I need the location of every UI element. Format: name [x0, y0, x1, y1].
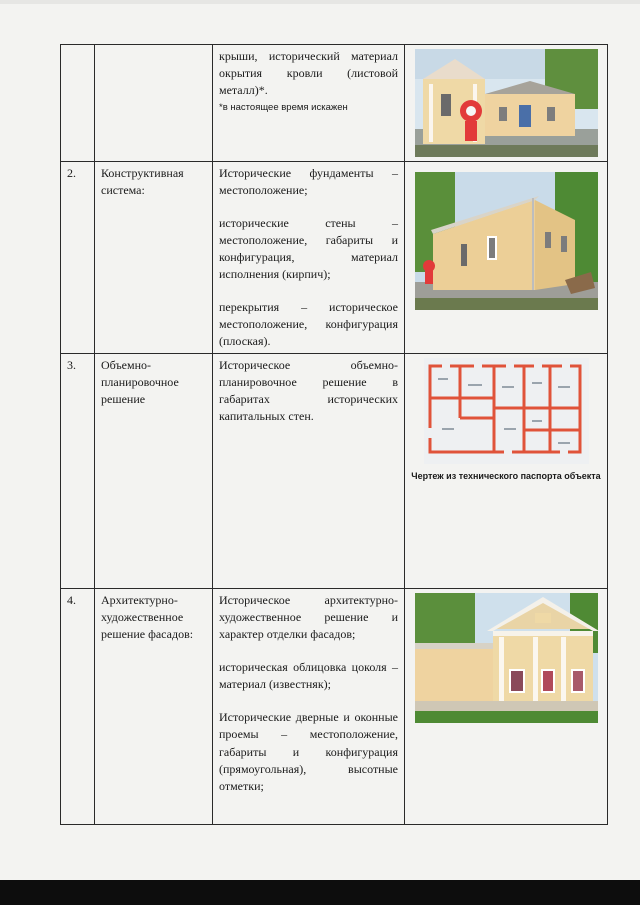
- element-name-cell: Конструктивная система:: [95, 162, 213, 354]
- description-paragraph: перекрытия – историческое местоположение, конфигурация (плоская).: [219, 300, 398, 349]
- description-paragraph: Историческое архитектурно-художественное решение и характер отделки фасадов;: [219, 593, 398, 642]
- description-cell: [213, 589, 405, 825]
- description-cell: [213, 162, 405, 354]
- image-cell: [405, 45, 608, 162]
- building-side-photo: [415, 172, 598, 310]
- row-number-cell: [61, 45, 95, 162]
- description-paragraph: Исторические дверные и оконные проемы – местоположение, габариты и конфигурация (прямоугольная), высотные отметки;: [219, 710, 398, 793]
- table-row: [61, 162, 608, 354]
- scan-bottom-border: [0, 880, 640, 905]
- footnote: *в настоящее время искажен: [219, 102, 348, 114]
- description-paragraph: Исторические фундаменты – местоположение;: [219, 166, 398, 198]
- description-paragraph: крыши, исторический материал окрытия кровли (листовой металл)*.: [219, 49, 398, 98]
- facade-photo: [415, 593, 598, 723]
- element-name-cell: Архитектурно-художественное решение фасадов:: [95, 589, 213, 825]
- element-name-cell: [95, 45, 213, 162]
- row-number-cell: 3.: [61, 354, 95, 589]
- image-cell: [405, 354, 608, 589]
- table-row: [61, 354, 608, 589]
- row-number-cell: 2.: [61, 162, 95, 354]
- table-row: [61, 589, 608, 825]
- description-cell: [213, 45, 405, 162]
- drawing-caption: Чертеж из технического паспорта объекта: [411, 471, 601, 482]
- image-cell: [405, 162, 608, 354]
- description-paragraph: исторические стены – местоположение, габариты и конфигурация, материал исполнения (кирпич);: [219, 216, 398, 282]
- heritage-elements-table: [60, 44, 608, 825]
- scan-top-edge: [0, 0, 640, 4]
- table-row: [61, 45, 608, 162]
- row-number-cell: 4.: [61, 589, 95, 825]
- building-front-photo: [415, 49, 598, 157]
- description-paragraph: Историческое объемно-планировочное решение в габаритах исторических капитальных стен.: [219, 358, 398, 424]
- description-paragraph: историческая облицовка цоколя – материал (известняк);: [219, 660, 398, 692]
- floor-plan-drawing: [424, 358, 589, 464]
- description-cell: [213, 354, 405, 589]
- image-cell: [405, 589, 608, 825]
- element-name-cell: Объемно-планировочное решение: [95, 354, 213, 589]
